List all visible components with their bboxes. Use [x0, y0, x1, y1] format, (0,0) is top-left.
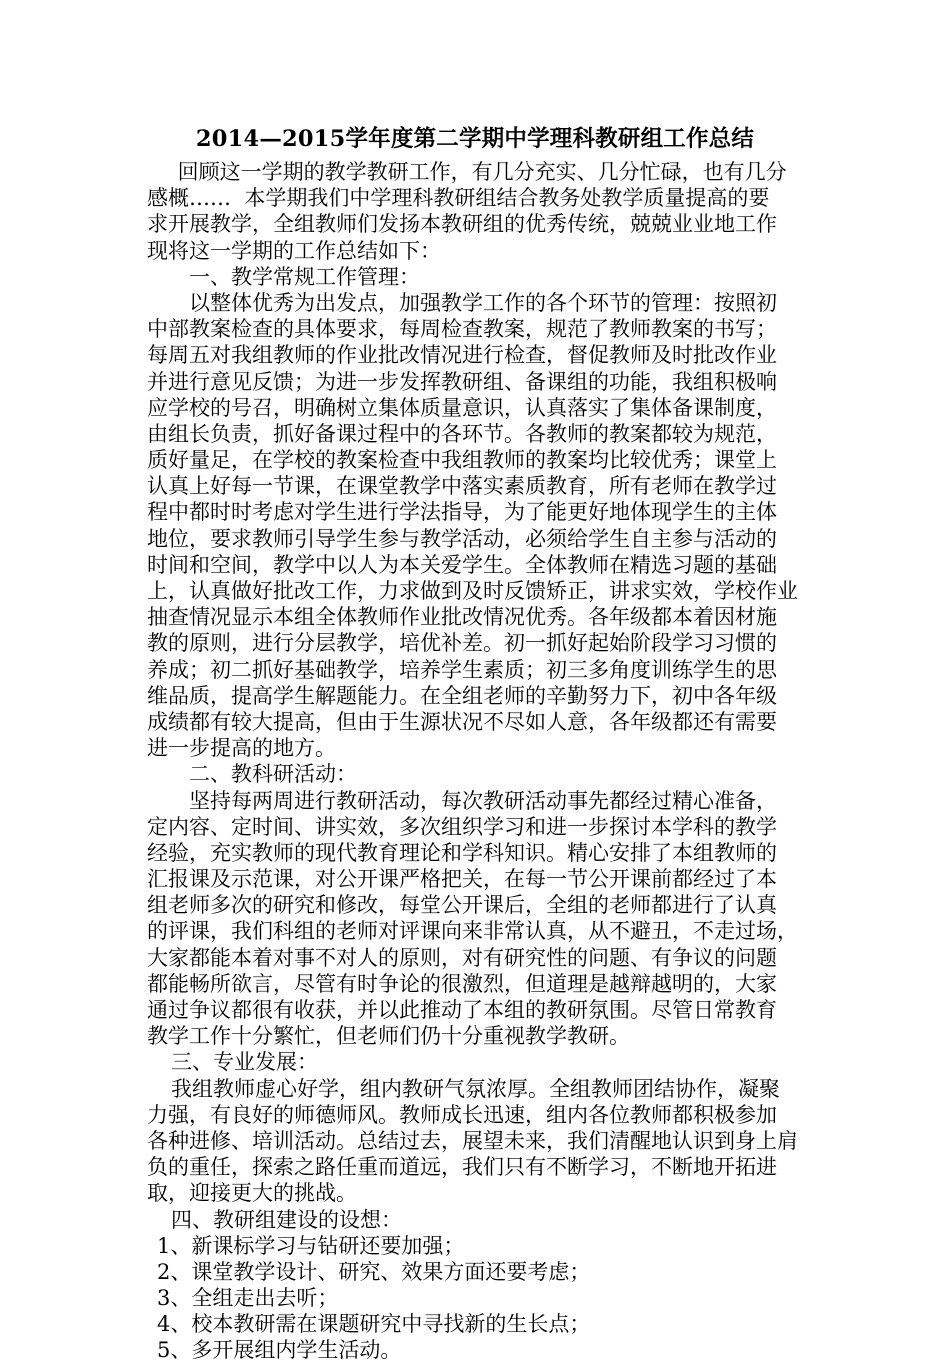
text-line: 现将这一学期的工作总结如下：	[147, 238, 441, 263]
text-line: 二、教科研活动：	[189, 762, 357, 787]
text-line: 坚持每两周进行教研活动，每次教研活动事先都经过精心准备，	[189, 788, 777, 813]
text-line: 养成；初二抓好基础教学，培养学生素质；初三多角度训练学生的思	[147, 657, 777, 682]
text-line: 每周五对我组教师的作业批改情况进行检查，督促教师及时批改作业	[147, 343, 777, 368]
text-line: 时间和空间，教学中以人为本关爱学生。全体教师在精选习题的基础	[147, 552, 777, 577]
text-line: 都能畅所欲言，尽管有时争论的很激烈，但道理是越辩越明的，大家	[147, 971, 777, 996]
text-line: 的评课，我们科组的老师对评课向来非常认真，从不避丑，不走过场，	[147, 919, 798, 944]
text-line: 以整体优秀为出发点，加强教学工作的各个环节的管理：按照初	[189, 290, 777, 315]
text-line: 2、课堂教学设计、研究、效果方面还要考虑；	[157, 1259, 591, 1284]
text-line: 认真上好每一节课，在课堂教学中落实素质教育，所有老师在教学过	[147, 474, 777, 499]
text-line: 抽查情况显示本组全体教师作业批改情况优秀。各年级都本着因材施	[147, 605, 777, 630]
document-title: 2014—2015学年度第二学期中学理科教研组工作总结	[195, 126, 755, 152]
text-line: 通过争议都很有收获，并以此推动了本组的教研氛围。尽管日常教育	[147, 998, 777, 1022]
text-line: 我组教师虚心好学，组内教研气氛浓厚。全组教师团结协作，凝聚	[171, 1076, 780, 1101]
text-line: 取，迎接更大的挑战。	[147, 1181, 357, 1206]
text-line: 求开展教学，全组教师们发扬本教研组的优秀传统，兢兢业业地工作	[147, 212, 777, 237]
text-line: 1、新课标学习与钻研还要加强；	[157, 1233, 465, 1258]
text-line: 5、多开展组内学生活动。	[157, 1338, 402, 1363]
text-line: 3、全组走出去听；	[157, 1286, 339, 1311]
text-line: 四、教研组建设的设想：	[171, 1207, 402, 1232]
text-line: 应学校的号召，明确树立集体质量意识，认真落实了集体备课制度，	[147, 395, 777, 420]
text-line: 成绩都有较大提高，但由于生源状况不尽如人意，各年级都还有需要	[147, 709, 777, 734]
text-line: 大家都能本着对事不对人的原则，对有研究性的问题、有争议的问题	[147, 945, 777, 970]
text-line: 汇报课及示范课，对公开课严格把关，在每一节公开课前都经过了本	[147, 867, 777, 892]
text-line: 回顾这一学期的教学教研工作，有几分充实、几分忙碌，也有几分	[171, 160, 787, 184]
text-line: 三、专业发展：	[171, 1050, 318, 1075]
text-line: 教的原则，进行分层教学，培优补差。初一抓好起始阶段学习习惯的	[147, 631, 777, 656]
text-line: 维品质，提高学生解题能力。在全组老师的辛勤努力下，初中各年级	[147, 683, 777, 708]
document-body	[147, 159, 827, 1364]
text-line: 并进行意见反馈；为进一步发挥教研组、备课组的功能，我组积极响	[147, 369, 777, 394]
text-line: 定内容、定时间、讲实效，多次组织学习和进一步探讨本学科的教学	[147, 814, 777, 839]
text-line: 上，认真做好批改工作，力求做到及时反馈矫正，讲求实效，学校作业	[147, 579, 798, 603]
text-line: 质好量足，在学校的教案检查中我组教师的教案均比较优秀；课堂上	[147, 448, 777, 473]
text-line: 组老师多次的研究和修改，每堂公开课后，全组的老师都进行了认真	[147, 893, 777, 918]
text-line: 教学工作十分繁忙，但老师们仍十分重视教学教研。	[147, 1024, 630, 1049]
text-line: 力强，有良好的师德师风。教师成长迅速，组内各位教师都积极参加	[147, 1102, 777, 1127]
text-line: 经验，充实教师的现代教育理论和学科知识。精心安排了本组教师的	[147, 840, 777, 865]
text-line: 4、校本教研需在课题研究中寻找新的生长点；	[157, 1312, 591, 1337]
text-line: 感概…… 本学期我们中学理科教研组结合教务处教学质量提高的要	[147, 186, 770, 211]
text-line: 进一步提高的地方。	[147, 736, 336, 761]
text-line: 地位，要求教师引导学生参与教学活动，必须给学生自主参与活动的	[147, 526, 777, 551]
text-line: 负的重任，探索之路任重而道远，我们只有不断学习，不断地开拓进	[147, 1155, 777, 1180]
text-line: 由组长负责，抓好备课过程中的各环节。各教师的教案都较为规范，	[147, 421, 777, 446]
text-line: 程中都时时考虑对学生进行学法指导，为了能更好地体现学生的主体	[147, 500, 777, 525]
text-line: 一、教学常规工作管理：	[189, 264, 420, 289]
text-line: 各种进修、培训活动。总结过去，展望未来，我们清醒地认识到身上肩	[147, 1128, 798, 1153]
text-line: 中部教案检查的具体要求，每周检查教案，规范了教师教案的书写；	[147, 317, 777, 342]
